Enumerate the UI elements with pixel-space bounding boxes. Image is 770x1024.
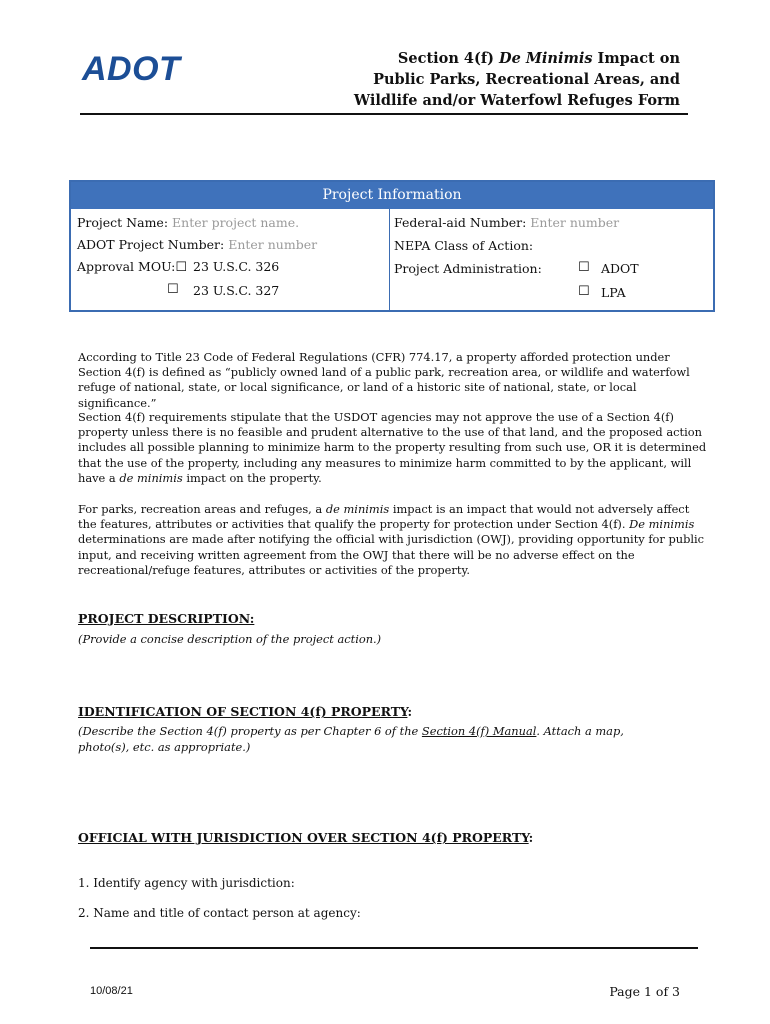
- approval-mou-label: Approval MOU:: [77, 259, 176, 274]
- federal-aid-row: [394, 215, 619, 230]
- admin-lpa-checkbox[interactable]: ☐: [578, 284, 590, 299]
- title-line1-pre: Section 4(f): [397, 50, 500, 67]
- project-description-hint: (Provide a concise description of the project action.): [78, 632, 382, 646]
- title-line2: Public Parks, Recreational Areas, and: [373, 71, 680, 88]
- admin-lpa-label: LPA: [601, 285, 626, 300]
- p3-mid: impact is an impact that would not adversely affect the features, attributes or activities that qualify the property for protection under Section 4(f).: [78, 502, 690, 532]
- footer-page-number: Page 1 of 3: [609, 984, 680, 999]
- paragraph-definition: According to Title 23 Code of Federal Regulations (CFR) 774.17, a property afforded protection under Section 4(f) is defined as “publicly owned land of a public park, recreation area, or wildlife and waterfowl refuge of national, state, or local significance, or land of a historic site of national, state, or local significance.”: [78, 350, 690, 410]
- p2-em: de minimis: [119, 470, 183, 485]
- identification-heading: IDENTIFICATION OF SECTION 4(f) PROPERTY: [78, 704, 408, 719]
- project-info-heading: Project Information: [71, 182, 713, 209]
- paragraph-requirements: [78, 410, 708, 486]
- project-name-input[interactable]: Enter project name.: [172, 215, 300, 230]
- identification-heading-row: [78, 704, 412, 719]
- header-rule: [80, 113, 688, 115]
- federal-aid-label: Federal-aid Number:: [394, 215, 527, 230]
- p3-post: determinations are made after notifying the official with jurisdiction (OWJ), providing opportunity for public input, and receiving written agreement from the OWJ that there will be no adverse effect on the recreational/refuge features, attributes or activities of the property.: [78, 532, 705, 577]
- mou-326-label: 23 U.S.C. 326: [193, 259, 280, 274]
- project-description-heading: PROJECT DESCRIPTION:: [78, 611, 255, 626]
- footer-date: 10/08/21: [90, 985, 133, 997]
- p2-pre: Section 4(f) requirements stipulate that the USDOT agencies may not approve the use of a Section 4(f) property unless there is no feasible and prudent alternative to the use of that land, and the proposed action includes all possible planning to minimize harm to the property resulting from such use, OR it is determined that the use of the property, including any measures to minimize harm committed to by the applicant, will have a: [78, 410, 707, 485]
- question-agency: 1. Identify agency with jurisdiction:: [78, 876, 295, 890]
- official-heading-row: [78, 830, 533, 845]
- section-4f-manual-link[interactable]: Section 4(f) Manual: [421, 724, 537, 738]
- mou-327-checkbox[interactable]: ☐: [167, 282, 179, 297]
- adot-number-input[interactable]: Enter number: [228, 237, 318, 252]
- official-colon: :: [528, 830, 534, 845]
- project-info-divider: [389, 209, 390, 310]
- question-contact: 2. Name and title of contact person at agency:: [78, 906, 361, 920]
- identification-colon: :: [407, 704, 413, 719]
- mou-327-label: 23 U.S.C. 327: [193, 283, 280, 298]
- approval-mou-row: [77, 259, 187, 275]
- project-name-label: Project Name:: [77, 215, 169, 230]
- p2-post: impact on the property.: [182, 470, 322, 485]
- mou-326-checkbox[interactable]: ☐: [175, 260, 188, 275]
- admin-adot-label: ADOT: [601, 261, 639, 276]
- adot-number-label: ADOT Project Number:: [77, 237, 225, 252]
- admin-adot-checkbox[interactable]: ☐: [578, 260, 590, 275]
- nepa-label: NEPA Class of Action:: [394, 238, 534, 253]
- form-title: [340, 48, 680, 111]
- identification-hint-post: . Attach a map, photo(s), etc. as appropriate.): [78, 724, 624, 754]
- federal-aid-input[interactable]: Enter number: [530, 215, 620, 230]
- p3-em1: de minimis: [325, 502, 390, 516]
- identification-hint-pre: (Describe the Section 4(f) property as per Chapter 6 of the: [78, 724, 422, 738]
- title-line3: Wildlife and/or Waterfowl Refuges Form: [353, 92, 680, 109]
- title-line1-em: De Minimis: [499, 50, 593, 67]
- admin-label: Project Administration:: [394, 261, 542, 276]
- p3-pre: For parks, recreation areas and refuges, a: [78, 502, 326, 516]
- official-heading: OFFICIAL WITH JURISDICTION OVER SECTION 4(f) PROPERTY: [78, 830, 529, 845]
- paragraph-de-minimis: [78, 502, 708, 578]
- footer-rule: [90, 947, 698, 949]
- identification-hint: [78, 723, 678, 755]
- project-name-row: [77, 215, 299, 230]
- project-info-box: [69, 180, 715, 312]
- adot-number-row: [77, 237, 317, 252]
- p3-em2: De minimis: [629, 517, 695, 532]
- title-line1-post: Impact on: [592, 50, 680, 67]
- adot-logo: ADOT: [82, 50, 181, 88]
